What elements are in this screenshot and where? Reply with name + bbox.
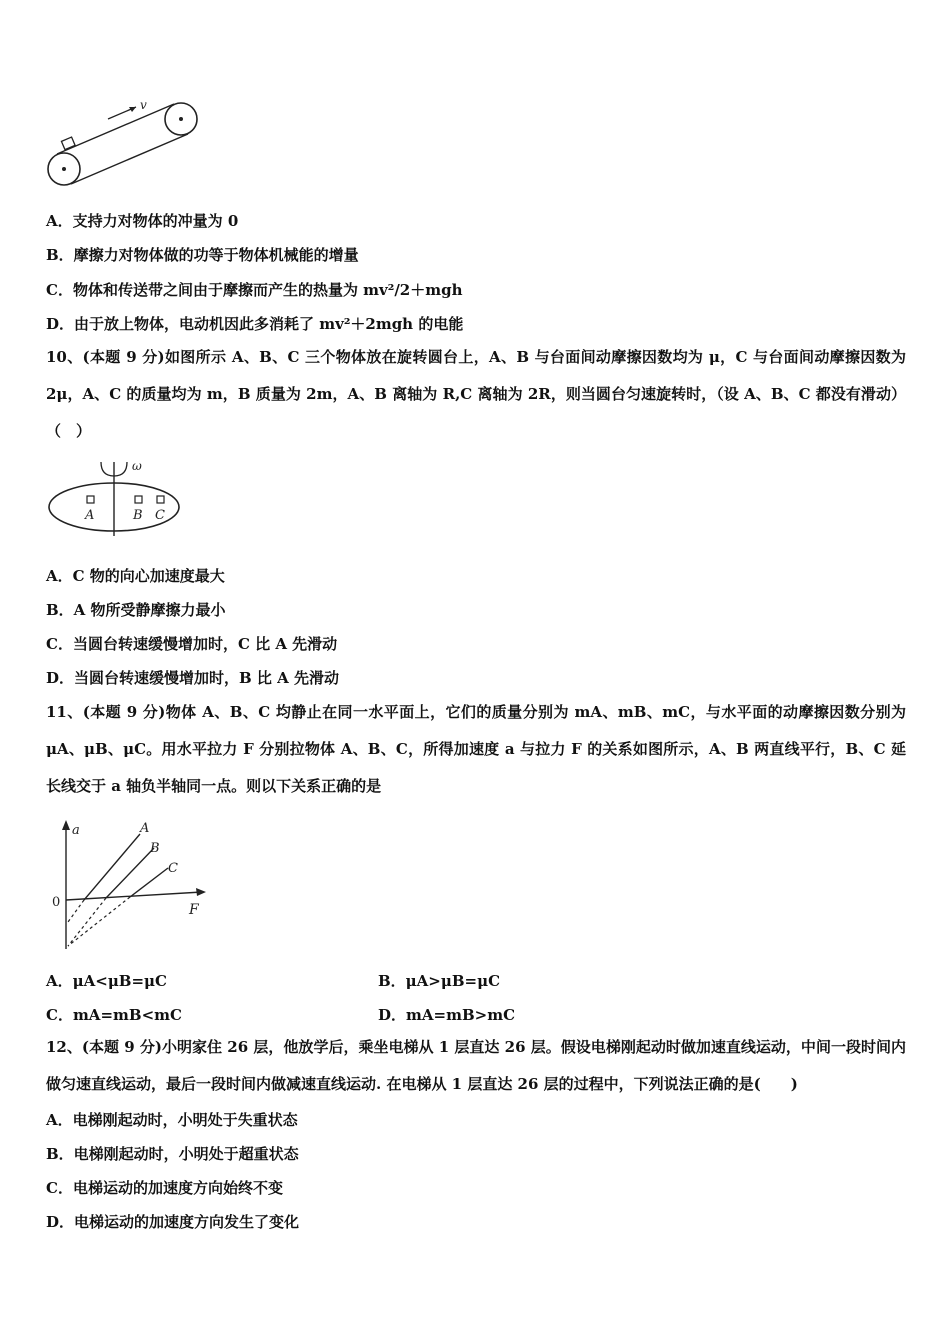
q9-option-b: B．摩擦力对物体做的功等于物体机械能的增量: [46, 246, 359, 264]
a-f-graph: [44, 814, 214, 959]
line-c-label: C: [168, 861, 178, 876]
q12-option-c: C．电梯运动的加速度方向始终不变: [46, 1179, 283, 1197]
a-axis-label: a: [72, 823, 80, 838]
label-a: A: [85, 508, 95, 523]
line-a-ext: [68, 900, 84, 922]
velocity-label: v: [140, 98, 147, 112]
q11-option-b: B．μA>μB=μC: [378, 972, 501, 990]
q11-option-c: C．mA=mB<mC: [46, 1006, 182, 1024]
block-a: [87, 496, 94, 503]
q9-option-d: D．由于放上物体，电动机因此多消耗了 mv²＋2mgh 的电能: [46, 315, 464, 333]
conveyor-belt-figure: [40, 92, 210, 197]
q10-option-b: B．A 物所受静摩擦力最小: [46, 601, 226, 619]
q9-option-c: C．物体和传送带之间由于摩擦而产生的热量为 mv²/2＋mgh: [46, 281, 463, 299]
q12-option-b: B．电梯刚起动时，小明处于超重状态: [46, 1145, 299, 1163]
label-c: C: [155, 508, 165, 523]
q11-option-a: A．μA<μB=μC: [46, 972, 167, 990]
line-b-ext: [68, 898, 106, 946]
q10-stem: 10、(本题 9 分)如图所示 A、B、C 三个物体放在旋转圆台上，A、B 与台面间动摩擦因数均为 μ，C 与台面间动摩擦因数为 2μ，A、C 的质量均为 m，B 质量为 2m，A、B 离轴为 R,C 离轴为 2R，则当圆台匀速旋转时，（设 A、B、C 都没有滑动）（ ）: [46, 348, 906, 440]
q11-option-d: D．mA=mB>mC: [378, 1006, 516, 1024]
q12-stem: 12、(本题 9 分)小明家住 26 层，他放学后，乘坐电梯从 1 层直达 26 层。假设电梯刚起动时做加速直线运动，中间一段时间内做匀速直线运动，最后一段时间内做减速直线运动. 在电梯从 1 层直达 26 层的过程中，下列说法正确的是( ): [46, 1038, 906, 1093]
line-c: [130, 868, 168, 897]
q11-stem: 11、(本题 9 分)物体 A、B、C 均静止在同一水平面上，它们的质量分别为 mA、mB、mC，与水平面的动摩擦因数分别为 μA、μB、μC。用水平拉力 F 分别拉物体 A、B、C，所得加速度 a 与拉力 F 的关系如图所示，A、B 两直线平行，B、C 延长线交于 a 轴负半轴同一点。则以下关系正确的是: [46, 703, 906, 795]
q12-option-d: D．电梯运动的加速度方向发生了变化: [46, 1213, 300, 1231]
q10-option-c: C．当圆台转速缓慢增加时，C 比 A 先滑动: [46, 635, 338, 653]
line-a: [84, 834, 140, 900]
q9-option-a: A．支持力对物体的冲量为 0: [46, 212, 239, 230]
q10-option-d: D．当圆台转速缓慢增加时，B 比 A 先滑动: [46, 669, 339, 687]
f-axis-label: F: [189, 902, 199, 918]
q10-option-a: A．C 物的向心加速度最大: [46, 567, 225, 585]
origin-label: 0: [52, 895, 61, 910]
line-b: [106, 848, 154, 898]
block-b: [135, 496, 142, 503]
line-c-ext: [68, 897, 130, 946]
q12-option-a: A．电梯刚起动时，小明处于失重状态: [46, 1111, 298, 1129]
block-c: [157, 496, 164, 503]
rotating-table-figure: [44, 456, 194, 546]
omega-label: ω: [132, 459, 142, 473]
line-b-label: B: [150, 841, 160, 856]
line-a-label: A: [140, 821, 150, 836]
label-b: B: [133, 508, 143, 523]
